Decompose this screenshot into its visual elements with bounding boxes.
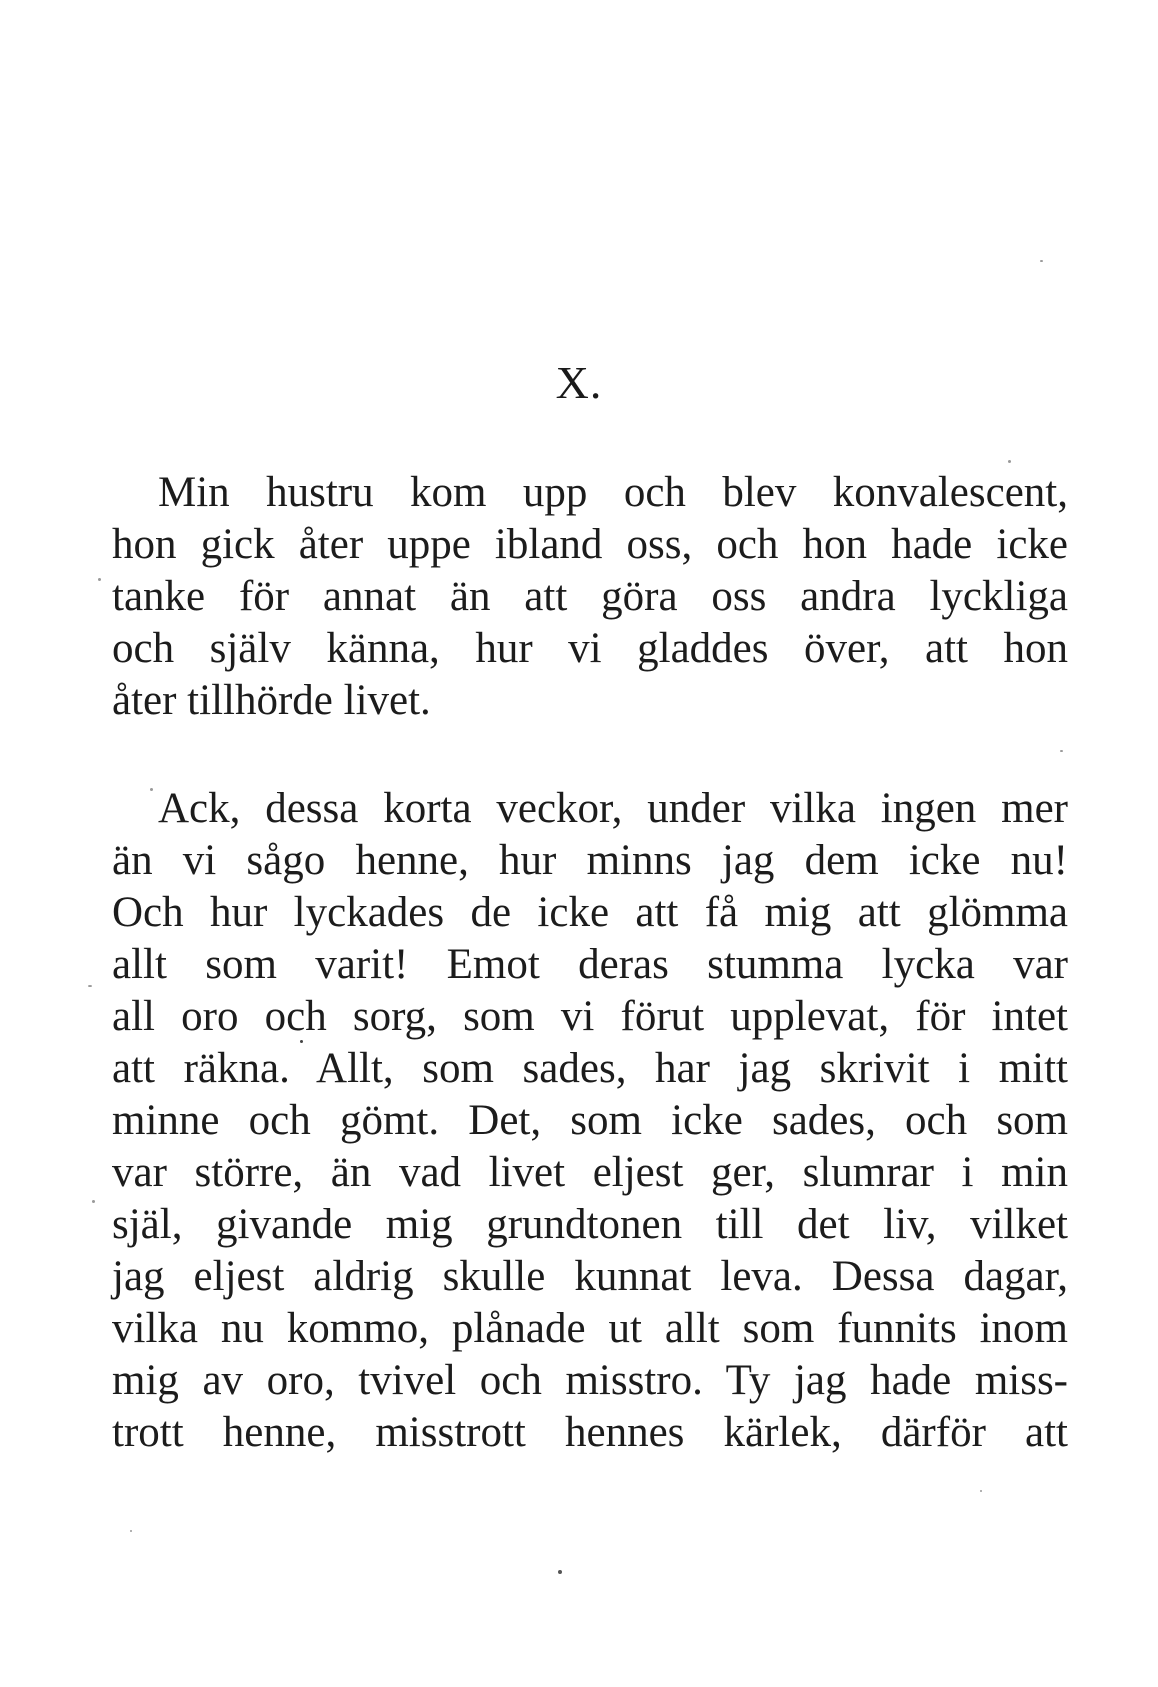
paragraph-2-line-2: än vi sågo henne, hur minns jag dem icke nu! — [112, 837, 1068, 884]
scan-speck — [1040, 260, 1043, 262]
paragraph-2-line-9: själ, givande mig grundtonen till det liv, vilket — [112, 1201, 1068, 1248]
scan-speck — [130, 1530, 132, 1532]
scan-speck — [88, 985, 92, 987]
paragraph-2-line-11: vilka nu kommo, plånade ut allt som funnits inom — [112, 1305, 1068, 1352]
scan-speck — [98, 578, 101, 581]
paragraph-1-line-2: hon gick åter uppe ibland oss, och hon hade icke — [112, 521, 1068, 568]
scan-speck — [980, 1490, 982, 1492]
paragraph-1-line-5: åter tillhörde livet. — [112, 677, 431, 724]
scan-speck — [150, 788, 153, 791]
scan-speck — [300, 1040, 303, 1043]
paragraph-2-line-8: var större, än vad livet eljest ger, slumrar i min — [112, 1149, 1068, 1196]
paragraph-1-line-3: tanke för annat än att göra oss andra lyckliga — [112, 573, 1068, 620]
paragraph-2-line-5: all oro och sorg, som vi förut upplevat, för intet — [112, 993, 1068, 1040]
paragraph-2-line-6: att räkna. Allt, som sades, har jag skrivit i mitt — [112, 1045, 1068, 1092]
scan-speck — [558, 1570, 562, 1574]
paragraph-2-line-13: trott henne, misstrott hennes kärlek, därför att — [112, 1409, 1068, 1456]
paragraph-2-line-7: minne och gömt. Det, som icke sades, och som — [112, 1097, 1068, 1144]
scan-speck — [1008, 460, 1011, 463]
paragraph-2-line-4: allt som varit! Emot deras stumma lycka var — [112, 941, 1068, 988]
paragraph-2-line-12: mig av oro, tvivel och misstro. Ty jag hade miss- — [112, 1357, 1068, 1404]
paragraph-2-line-10: jag eljest aldrig skulle kunnat leva. Dessa dagar, — [112, 1253, 1068, 1300]
paragraph-1-line-4: och själv känna, hur vi gladdes över, att hon — [112, 625, 1068, 672]
paragraph-2-line-3: Och hur lyckades de icke att få mig att glömma — [112, 889, 1068, 936]
scan-speck — [92, 1200, 95, 1203]
paragraph-1-line-1: Min hustru kom upp och blev konvalescent, — [158, 469, 1068, 516]
paragraph-2-line-1: Ack, dessa korta veckor, under vilka ingen mer — [158, 785, 1068, 832]
scan-speck — [1060, 750, 1063, 752]
chapter-heading: X. — [555, 357, 603, 408]
